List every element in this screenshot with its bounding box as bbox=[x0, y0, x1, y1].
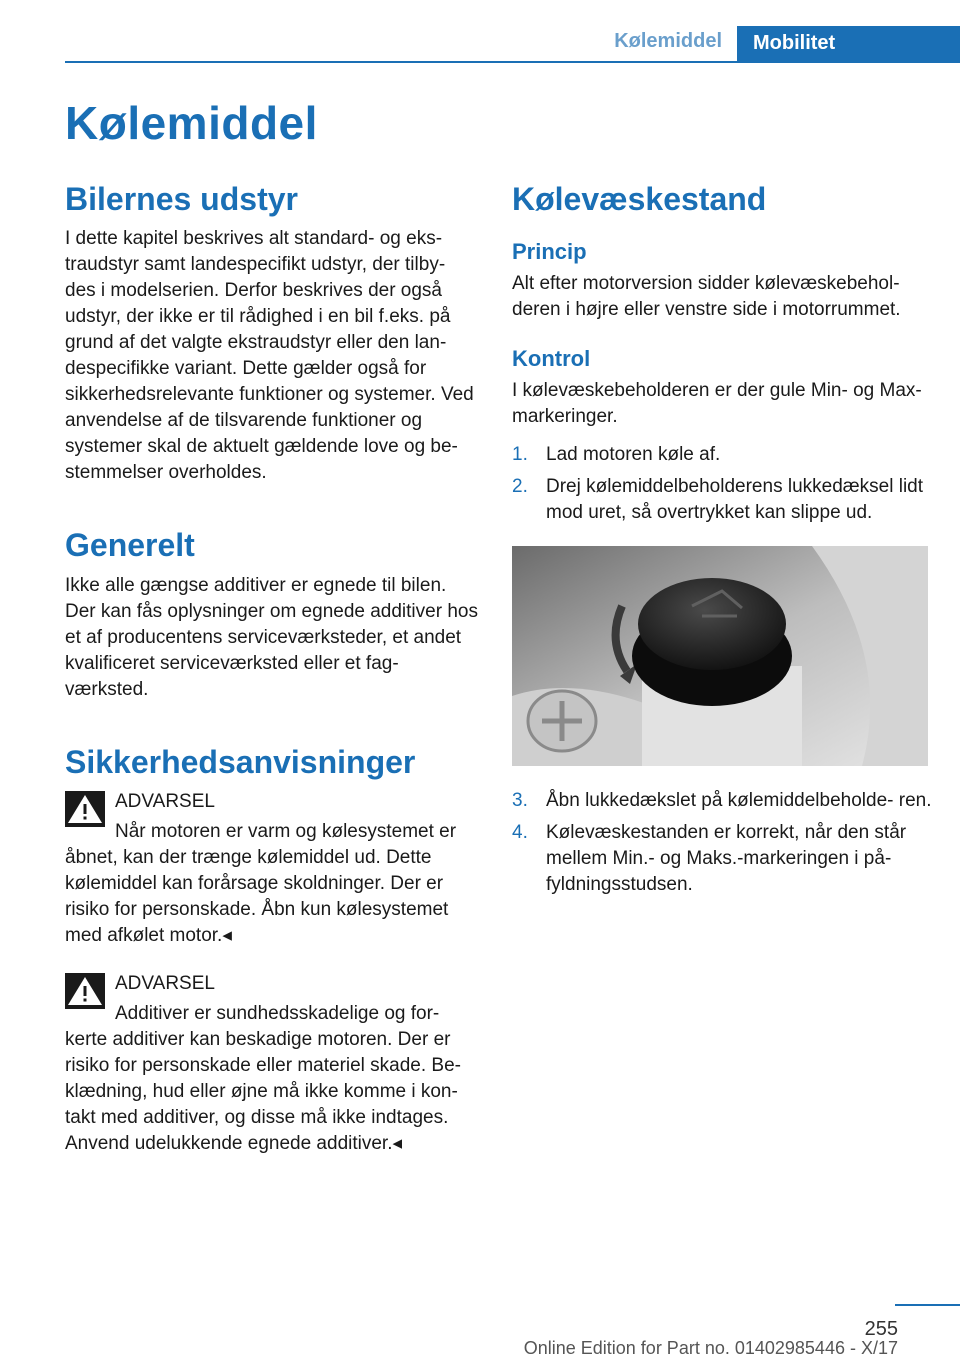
edition-note: Online Edition for Part no. 01402985446 - X/17 bbox=[523, 1338, 898, 1358]
page-number: 255 bbox=[864, 1318, 898, 1340]
check-body: I kølevæskebeholderen er der gule Min- og Max-markeringer. bbox=[512, 379, 922, 427]
left-column bbox=[65, 180, 480, 1157]
coolant-cap-photo bbox=[512, 546, 928, 766]
step-number: 4. bbox=[512, 821, 528, 843]
equipment-heading: Bilernes udstyr bbox=[65, 181, 298, 217]
principle-body: Alt efter motorversion sidder kølevæskebehol- deren i højre eller venstre side i motorrummet. bbox=[512, 272, 901, 320]
principle-heading: Princip bbox=[512, 239, 587, 265]
warning-label: ADVARSEL bbox=[115, 973, 215, 995]
warning-block bbox=[65, 971, 480, 1157]
footer-rule bbox=[895, 1304, 960, 1306]
steps-list bbox=[512, 788, 932, 898]
general-heading: Generelt bbox=[65, 527, 195, 564]
right-column bbox=[512, 180, 932, 904]
warning-first-line: Additiver er sundhedsskadelige og for- bbox=[115, 1003, 440, 1025]
step-text: Åbn lukkedækslet på kølemiddelbeholde- ren. bbox=[546, 789, 932, 811]
warning-triangle-icon bbox=[65, 791, 105, 827]
warning-block bbox=[65, 789, 480, 949]
list-item bbox=[512, 474, 932, 526]
step-number: 1. bbox=[512, 443, 528, 465]
steps-list bbox=[512, 442, 932, 526]
equipment-body: I dette kapitel beskrives alt standard- og eks- traudstyr samt landespecifikt udstyr, der tilby- des i modelserien. Derfor beskrives der også udstyr, der ikke er til rådighed i en bil f.eks. på grund af det valgte ekstraudstyr eller den lan- despecifikke variant. Dette gælder også for sikkerhedsrelevante funktioner og systemer. Ved anvendelse af de tilsvarende funktioner og systemer skal de aktuelt gældende love og be- stemmelser overholdes. bbox=[65, 228, 474, 484]
general-body: Ikke alle gængse additiver er egnede til bilen. Der kan fås oplysninger om egnede additiver hos et af producentens serviceværksteder, et andet kvalificeret serviceværksted eller et fag- værksted. bbox=[65, 574, 478, 700]
warning-first-line: Når motoren er varm og kølesystemet er bbox=[115, 821, 457, 843]
check-heading: Kontrol bbox=[512, 345, 591, 371]
header-tab-section: Kølemiddel bbox=[614, 30, 722, 52]
page-title: Kølemiddel bbox=[65, 97, 318, 149]
list-item bbox=[512, 820, 932, 898]
step-text: Drej kølemiddelbeholderens lukkedæksel lidt mod uret, så overtrykket kan slippe ud. bbox=[546, 475, 924, 523]
safety-heading: Sikkerhedsanvisninger bbox=[65, 743, 416, 780]
warning-text: kerte additiver kan beskadige motoren. Der er risiko for personskade eller materiel skade. Be- klædning, hud eller øjne må ikke komme i kon- takt med additiver, og disse må ikke indtages. Anvend udelukkende egnede additiver.◂ bbox=[65, 1029, 462, 1155]
level-heading: Kølevæskestand bbox=[512, 181, 767, 217]
warning-label: ADVARSEL bbox=[115, 791, 215, 813]
warning-text: åbnet, kan der trænge kølemiddel ud. Dette kølemiddel kan forårsage skoldninger. Der er risiko for personskade. Åbn kun kølesystemet med afkølet motor.◂ bbox=[65, 847, 449, 947]
step-text: Lad motoren køle af. bbox=[546, 443, 721, 465]
list-item bbox=[512, 788, 932, 814]
list-item bbox=[512, 442, 932, 468]
header-tab-chapter: Mobilitet bbox=[737, 26, 960, 61]
step-number: 3. bbox=[512, 789, 528, 811]
step-number: 2. bbox=[512, 475, 528, 497]
warning-triangle-icon bbox=[65, 973, 105, 1009]
step-text: Kølevæskestanden er korrekt, når den står mellem Min.- og Maks.-markeringen i på- fyldningsstudsen. bbox=[546, 821, 907, 895]
header-rule bbox=[65, 61, 960, 63]
